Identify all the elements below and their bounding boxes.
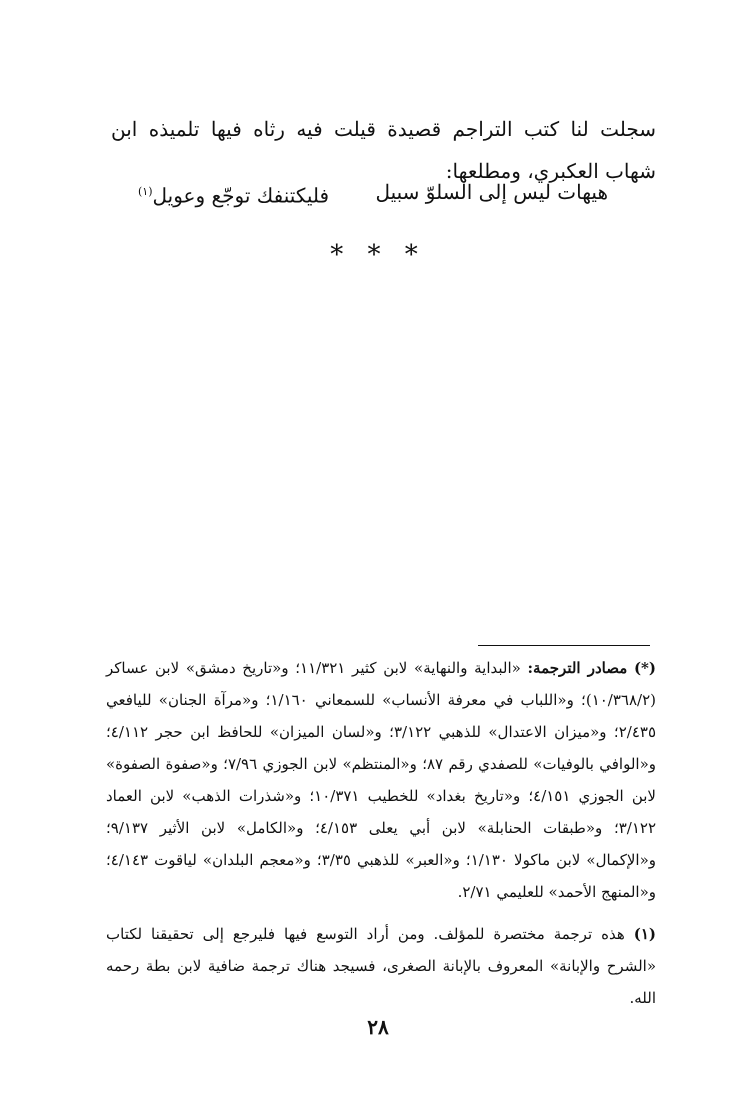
footnotes [106, 652, 656, 1024]
footnote-mark: (*) [633, 659, 656, 677]
footnote-mark: (١) [633, 925, 656, 943]
poem-verse [138, 172, 608, 216]
section-separator: * * * [330, 240, 426, 270]
footnote-sources [106, 652, 656, 908]
footnote-1 [106, 918, 656, 1014]
verse-footnote-ref: (١) [138, 185, 153, 198]
page-number: ٢٨ [367, 1015, 389, 1039]
footnote-text: هذه ترجمة مختصرة للمؤلف. ومن أراد التوسع فيها فليرجع إلى تحقيقنا لكتاب «الشرح والإبانة» المعروف بالإبانة الصغرى، فسيجد هناك ترجمة ضافية لابن بطة رحمه الله. [106, 925, 656, 1007]
verse-second-hemistich [138, 172, 329, 216]
footnote-divider [478, 645, 650, 646]
body-paragraph: سجلت لنا كتب التراجم قصيدة قيلت فيه رثاه فيها تلميذه ابن شهاب العكبري، ومطلعها: [111, 117, 656, 183]
footnote-text: «البداية والنهاية» لابن كثير ١١/٣٢١؛ و«تاريخ دمشق» لابن عساكر (١٠/٣٦٨/٢)؛ و«اللباب في معرفة الأنساب» للسمعاني ١/١٦٠؛ و«مرآة الجنان» لليافعي ٢/٤٣٥؛ و«ميزان الاعتدال» للذهبي ٣/١٢٢؛ و«لسان الميزان» للحافظ ابن حجر ٤/١١٢؛ و«الوافي بالوفيات» للصفدي رقم ٨٧؛ و«المنتظم» لابن الجوزي ٧/٩٦؛ و«صفوة الصفوة» لابن الجوزي ٤/١٥١؛ و«تاريخ بغداد» للخطيب ١٠/٣٧١؛ و«شذرات الذهب» لابن العماد ٣/١٢٢؛ و«طبقات الحنابلة» لابن أبي يعلى ٤/١٥٣؛ و«الكامل» لابن الأثير ٩/١٣٧؛ و«الإكمال» لابن ماكولا ١/١٣٠؛ و«العبر» للذهبي ٣/٣٥؛ و«معجم البلدان» لياقوت ٤/١٤٣؛ و«المنهج الأحمد» للعليمي ٢/٧١. [106, 659, 657, 901]
footnote-label: مصادر الترجمة: [527, 659, 628, 677]
verse-first-hemistich: هيهات ليس إلى السلوّ سبيل [375, 180, 608, 204]
verse-second-text: فليكتنفك توجّع وعويل [152, 183, 330, 208]
